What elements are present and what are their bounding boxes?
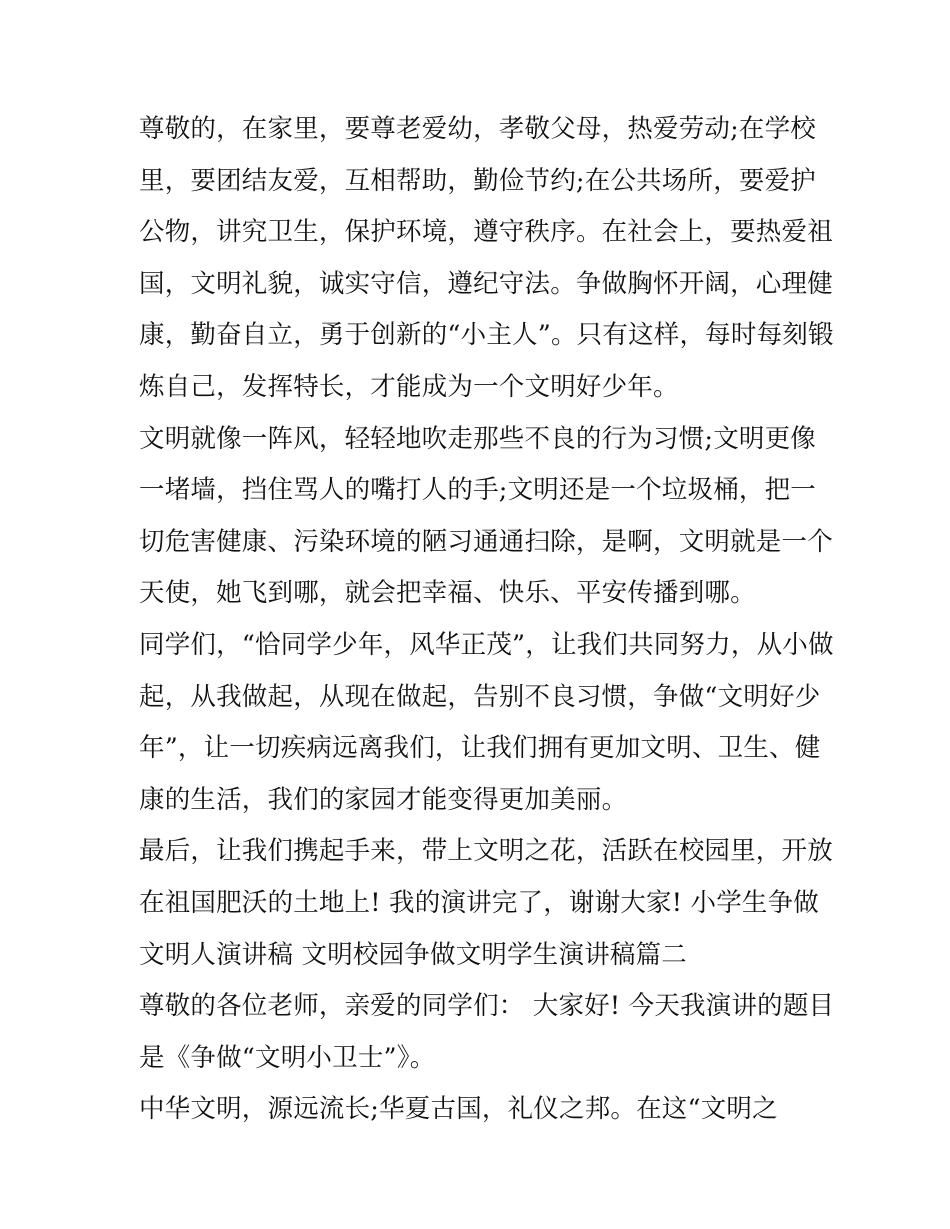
text-line: 在祖国肥沃的土地上! 我的演讲完了，谢谢大家! 小学生争做 <box>139 887 820 918</box>
text-line: 尊敬的，在家里，要尊老爱幼，孝敬父母，热爱劳动;在学校 <box>139 114 816 144</box>
text-line: 切危害健康、污染环境的陋习通通扫除，是啊，文明就是一个 <box>139 526 833 557</box>
text-line: 文明人演讲稿 文明校园争做文明学生演讲稿篇二 <box>139 939 688 970</box>
text-line: 天使，她飞到哪，就会把幸福、快乐、平安传播到哪。 <box>139 578 756 609</box>
text-line: 国，文明礼貌，诚实守信，遵纪守法。争做胸怀开阔，心理健 <box>139 268 833 299</box>
text-line: 年”，让一切疾病远离我们，让我们拥有更加文明、卫生、健 <box>139 733 821 764</box>
text-line: 同学们，“恰同学少年，风华正茂”，让我们共同努力，从小做 <box>139 629 834 660</box>
speech-text <box>139 104 835 1136</box>
text-line: 一堵墙，挡住骂人的嘴打人的手;文明还是一个垃圾桶，把一 <box>139 475 816 506</box>
text-line: 炼自己，发挥特长，才能成为一个文明好少年。 <box>139 371 679 402</box>
text-line: 康，勤奋自立，勇于创新的“小主人”。只有这样，每时每刻锻 <box>139 320 834 351</box>
text-line: 最后，让我们携起手来，带上文明之花，活跃在校园里，开放 <box>139 836 833 867</box>
text-line: 尊敬的各位老师，亲爱的同学们： 大家好! 今天我演讲的题目 <box>139 991 835 1022</box>
text-line: 康的生活，我们的家园才能变得更加美丽。 <box>139 784 628 815</box>
text-line: 是《争做“文明小卫士”》。 <box>139 1042 436 1073</box>
text-line: 里，要团结友爱，互相帮助，勤俭节约;在公共场所，要爱护 <box>139 165 816 196</box>
text-line: 中华文明，源远流长;华夏古国，礼仪之邦。在这“文明之 <box>139 1094 778 1125</box>
text-line: 起，从我做起，从现在做起，告别不良习惯，争做“文明好少 <box>139 681 821 712</box>
text-line: 公物，讲究卫生，保护环境，遵守秩序。在社会上，要热爱祖 <box>139 217 833 248</box>
text-line: 文明就像一阵风，轻轻地吹走那些不良的行为习惯;文明更像 <box>139 423 816 454</box>
